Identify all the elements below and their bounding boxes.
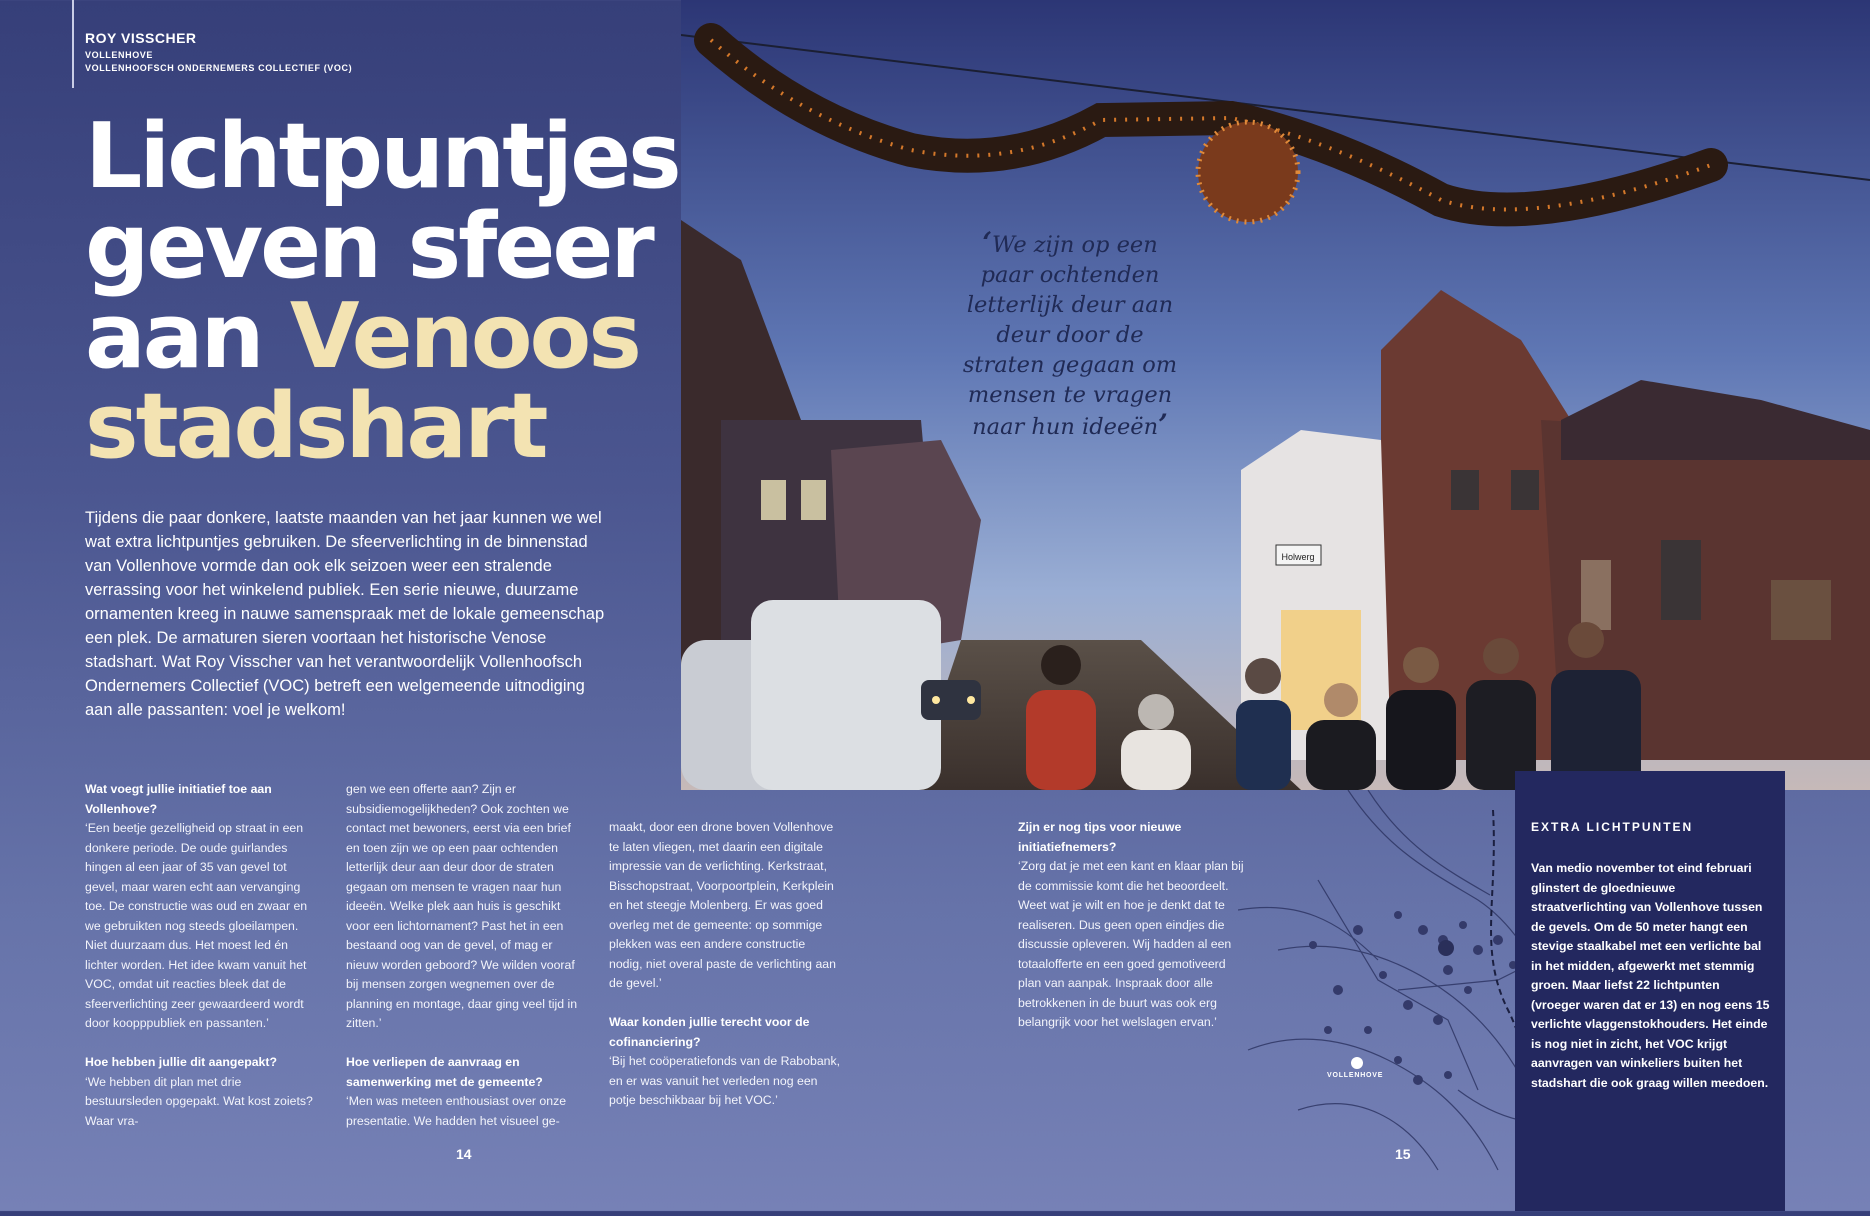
article-column-2 (346, 780, 578, 1151)
question-heading: Zijn er nog tips voor nieuwe initiatiefnemers? (1018, 820, 1182, 854)
article-column-4 (1018, 818, 1250, 1052)
question-heading: Hoe hebben jullie dit aangepakt? (85, 1055, 277, 1069)
author-name: ROY VISSCHER (85, 30, 197, 46)
header-rule-left (72, 0, 74, 88)
headline-line-2: geven sfeer (85, 194, 652, 299)
shop-sign-text: Holwerg (1281, 552, 1315, 562)
author-organisation: VOLLENHOOFSCH ONDERNEMERS COLLECTIEF (VOC) (85, 63, 353, 73)
headline-line-1: Lichtpuntjes (85, 104, 679, 209)
answer-paragraph: gen we een offerte aan? Zijn er subsidiemogelijkheden? Ook zochten we contact met bewoners, eerst via een brief en toen zijn we op een paar ochtenden letterlijk deur aan deur door de straten gegaan om mensen te vragen naar hun ideeën. Welke plek aan huis is geschikt voor een lichtornament? Past het in een bestaand oog van de gevel, of mag er nieuw worden geboord? We wilden vooraf bij mensen zorgen wegnemen over de planning en montage, daar ging veel tijd in zitten.’ (346, 782, 578, 1030)
question-heading: Wat voegt jullie initiatief toe aan Vollenhove? (85, 782, 272, 816)
sidebar-body: Van medio november tot eind februari glinstert de gloednieuwe straatverlichting van Vollenhove tussen de gevels. Om de 50 meter hangt een stevige staalkabel met een verlichte bal in het midden, afgewerkt met stemmig groen. Maar liefst 22 lichtpunten (vroeger waren dat er 13) en nog eens 15 verlichte vlaggenstokhouders. Het einde is nog niet in zicht, het VOC krijgt aanvragen van winkeliers buiten het stadshart die ook graag willen meedoen. (1531, 861, 1770, 1090)
answer-paragraph: ‘We hebben dit plan met drie bestuursleden opgepakt. Wat kost zoiets? Waar vra- (85, 1074, 313, 1128)
answer-paragraph: ‘Zorg dat je met een kant en klaar plan bij de commissie komt die het beoordeelt. Weet wat je wilt en hoe je denkt dat te realiseren. Dus geen open eindjes die discussie opleveren. Wij hadden al een totaalofferte en een goed gemotiveerd plan van aanpak. Inspraak door alle betrokkenen in de buurt was ook erg belangrijk voor het welslagen ervan.’ (1018, 859, 1244, 1029)
intro-paragraph: Tijdens die paar donkere, laatste maanden van het jaar kunnen we wel wat extra lichtpuntjes gebruiken. De sfeerverlichting in de binnenstad van Vollenhove vormde dan ook elk seizoen weer een stralende verrassing voor het winkelend publiek. Een serie nieuwe, duurzame ornamenten kreeg in nauwe samenspraak met de lokale gemeenschap een plek. De armaturen sieren voortaan het historische Venose stadshart. Wat Roy Visscher van het verantwoordelijk Vollenhoofsch Ondernemers Collectief (VOC) betreft een welgemeende uitnodiging aan alle passanten: voel je welkom! (85, 509, 605, 719)
article-column-3 (609, 818, 841, 1130)
headline-line-3-accent: Venoos (289, 284, 639, 389)
question-heading: Hoe verliepen de aanvraag en samenwerking met de gemeente? (346, 1055, 543, 1089)
page-number-left: 14 (456, 1146, 472, 1162)
street-photo (681, 0, 1870, 790)
map-label: VOLLENHOVE (1327, 1072, 1384, 1079)
page-number-right: 15 (1395, 1146, 1411, 1162)
question-heading: Waar konden jullie terecht voor de cofinanciering? (609, 1015, 810, 1049)
answer-paragraph: maakt, door een drone boven Vollenhove te laten vliegen, met daarin een digitale impressie van de verlichting. Kerkstraat, Bisschopstraat, Voorpoortplein, Kerkplein en het steegje Molenberg. Er was goed overleg met de gemeente: op sommige plekken was een andere constructie nodig, niet overal paste de verlichting aan de gevel.’ (609, 820, 836, 990)
answer-paragraph: ‘Bij het coöperatiefonds van de Rabobank, en er was vanuit het verleden nog een potje beschikbaar bij het VOC.’ (609, 1054, 841, 1107)
article-column-1 (85, 780, 317, 1151)
quote-open-mark: ‘ (982, 226, 993, 259)
quote-close-mark: ’ (1158, 408, 1168, 441)
answer-paragraph: ‘Een beetje gezelligheid op straat in een donkere periode. De oude guirlandes hingen al een jaar of 35 van gevel tot gevel, maar waren echt aan vervanging toe. De constructie was oud en zwaar en we gebruikten nog steeds gloeilampen. Niet duurzaam dus. Het moest led én lichter worden. Het idee kwam vanuit het VOC, omdat uit reacties bleek dat de sfeerverlichting zeer gewaardeerd wordt door koopppubliek en passanten.’ (85, 821, 308, 1030)
sidebar-title: EXTRA LICHTPUNTEN (1531, 820, 1694, 834)
headline-line-3-white: aan (85, 284, 290, 389)
quote-text: We zijn op een paar ochtenden letterlijk deur aan deur door de straten gegaan om mensen te vragen naar hun ideeën (962, 232, 1178, 440)
headline-line-3 (85, 284, 675, 389)
headline-line-4: stadshart (85, 374, 546, 479)
street-photo-illustration (681, 0, 1870, 790)
author-place: VOLLENHOVE (85, 50, 154, 60)
article-headline (85, 104, 679, 479)
answer-paragraph: ‘Men was meteen enthousiast over onze presentatie. We hadden het visueel ge- (346, 1094, 567, 1128)
pull-quote (960, 228, 1180, 442)
